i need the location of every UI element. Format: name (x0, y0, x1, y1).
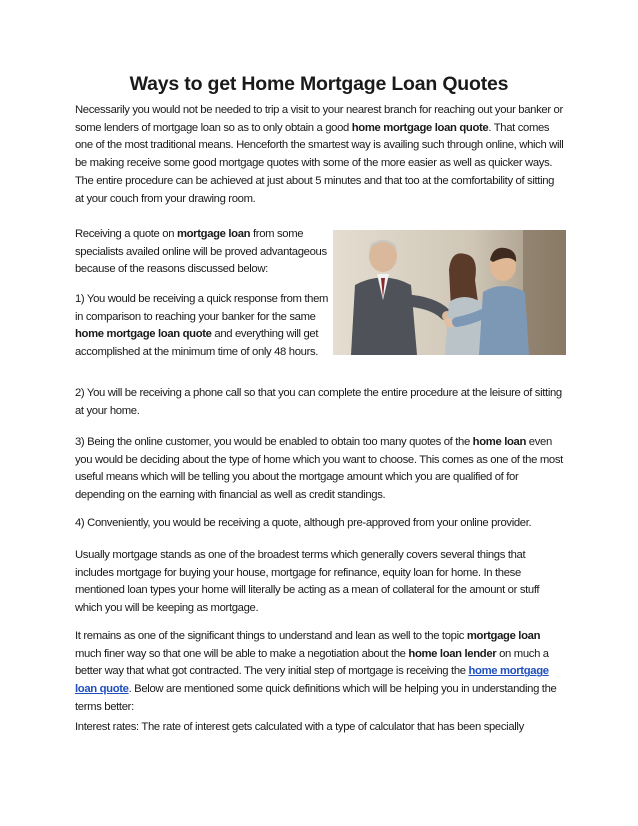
understanding-paragraph (75, 628, 565, 717)
reason-3-keyword: home loan (472, 436, 527, 448)
couple-keys-photo (333, 230, 566, 355)
reasons-text-1: Receiving a quote on (75, 228, 177, 240)
interest-rates-paragraph: Interest rates: The rate of interest gets calculated with a type of calculator that has been specially (75, 721, 524, 733)
reason-3-text-1: 3) Being the online customer, you would be enabled to obtain too many quotes of the (75, 436, 473, 448)
understanding-text-2: much finer way so that one will be able to make a negotiation about the (75, 647, 409, 660)
reasons-intro-paragraph (75, 226, 337, 279)
intro-keyword: home mortgage loan quote (351, 121, 489, 134)
reason-1-keyword: home mortgage loan quote (75, 328, 212, 341)
home-mortgage-loan-quote-link[interactable]: home mortgage loan quote (75, 665, 549, 696)
understanding-keyword-2: home loan lender (408, 647, 497, 660)
understanding-text-4: . Below are mentioned some quick definitions which will be helping you in understanding the terms better: (75, 683, 557, 713)
understanding-text-1: It remains as one of the significant things to understand and lean as well to the topic (75, 630, 467, 642)
mortgage-definition-paragraph: Usually mortgage stands as one of the broadest terms which generally covers several things that includes mortgage for buying your house, mortgage for refinance, equity loan for home. In these mentioned loan types your home will literally be acting as a mean of collateral for the amount or stuff which you will be keeping as mortgage. (75, 549, 540, 615)
intro-paragraph (75, 102, 565, 208)
reasons-text-2: from some specialists availed online will be proved advantageous because of the reasons discussed below: (75, 228, 327, 276)
photo-illustration (333, 230, 566, 355)
intro-text-1: Necessarily you would not be needed to trip a visit to your nearest branch for reaching out your banker or some lenders of mortgage loan so as to only obtain a good (75, 104, 563, 134)
reason-1-paragraph (75, 291, 337, 362)
understanding-text-3: on much a better way that what got contracted. The very initial step of mortgage is receiving the (75, 647, 549, 678)
intro-text-2: . That comes one of the most traditional means. Henceforth the smartest way is availing such through online, which will be making receive some good mortgage quotes with some of the more easier as well as quicker ways. The entire procedure can be achieved at just about 5 minutes and that too at the comfortability of sitting at your couch from your drawing room. (75, 121, 564, 205)
reason-1-text-1: 1) You would be receiving a quick response from them in comparison to reaching your banker for the same (75, 293, 329, 323)
reason-1-text-2: and everything will get accomplished at the minimum time of only 48 hours. (75, 328, 319, 359)
reason-4-paragraph: 4) Conveniently, you would be receiving a quote, although pre-approved from your online provider. (75, 517, 532, 529)
reason-3-paragraph (75, 434, 565, 505)
page-title: Ways to get Home Mortgage Loan Quotes (129, 73, 509, 95)
reason-3-text-2: even you would be deciding about the type of home which you want to choose. This comes as one of the most useful means which will be telling you about the mortgage amount which you are qualified of for depending on the earning with financial as well as credit standings. (75, 436, 563, 502)
reasons-keyword: mortgage loan (176, 228, 251, 240)
reason-2-paragraph: 2) You will be receiving a phone call so that you can complete the entire procedure at the leisure of sitting at your home. (75, 387, 562, 417)
understanding-keyword-1: mortgage loan (466, 630, 541, 642)
